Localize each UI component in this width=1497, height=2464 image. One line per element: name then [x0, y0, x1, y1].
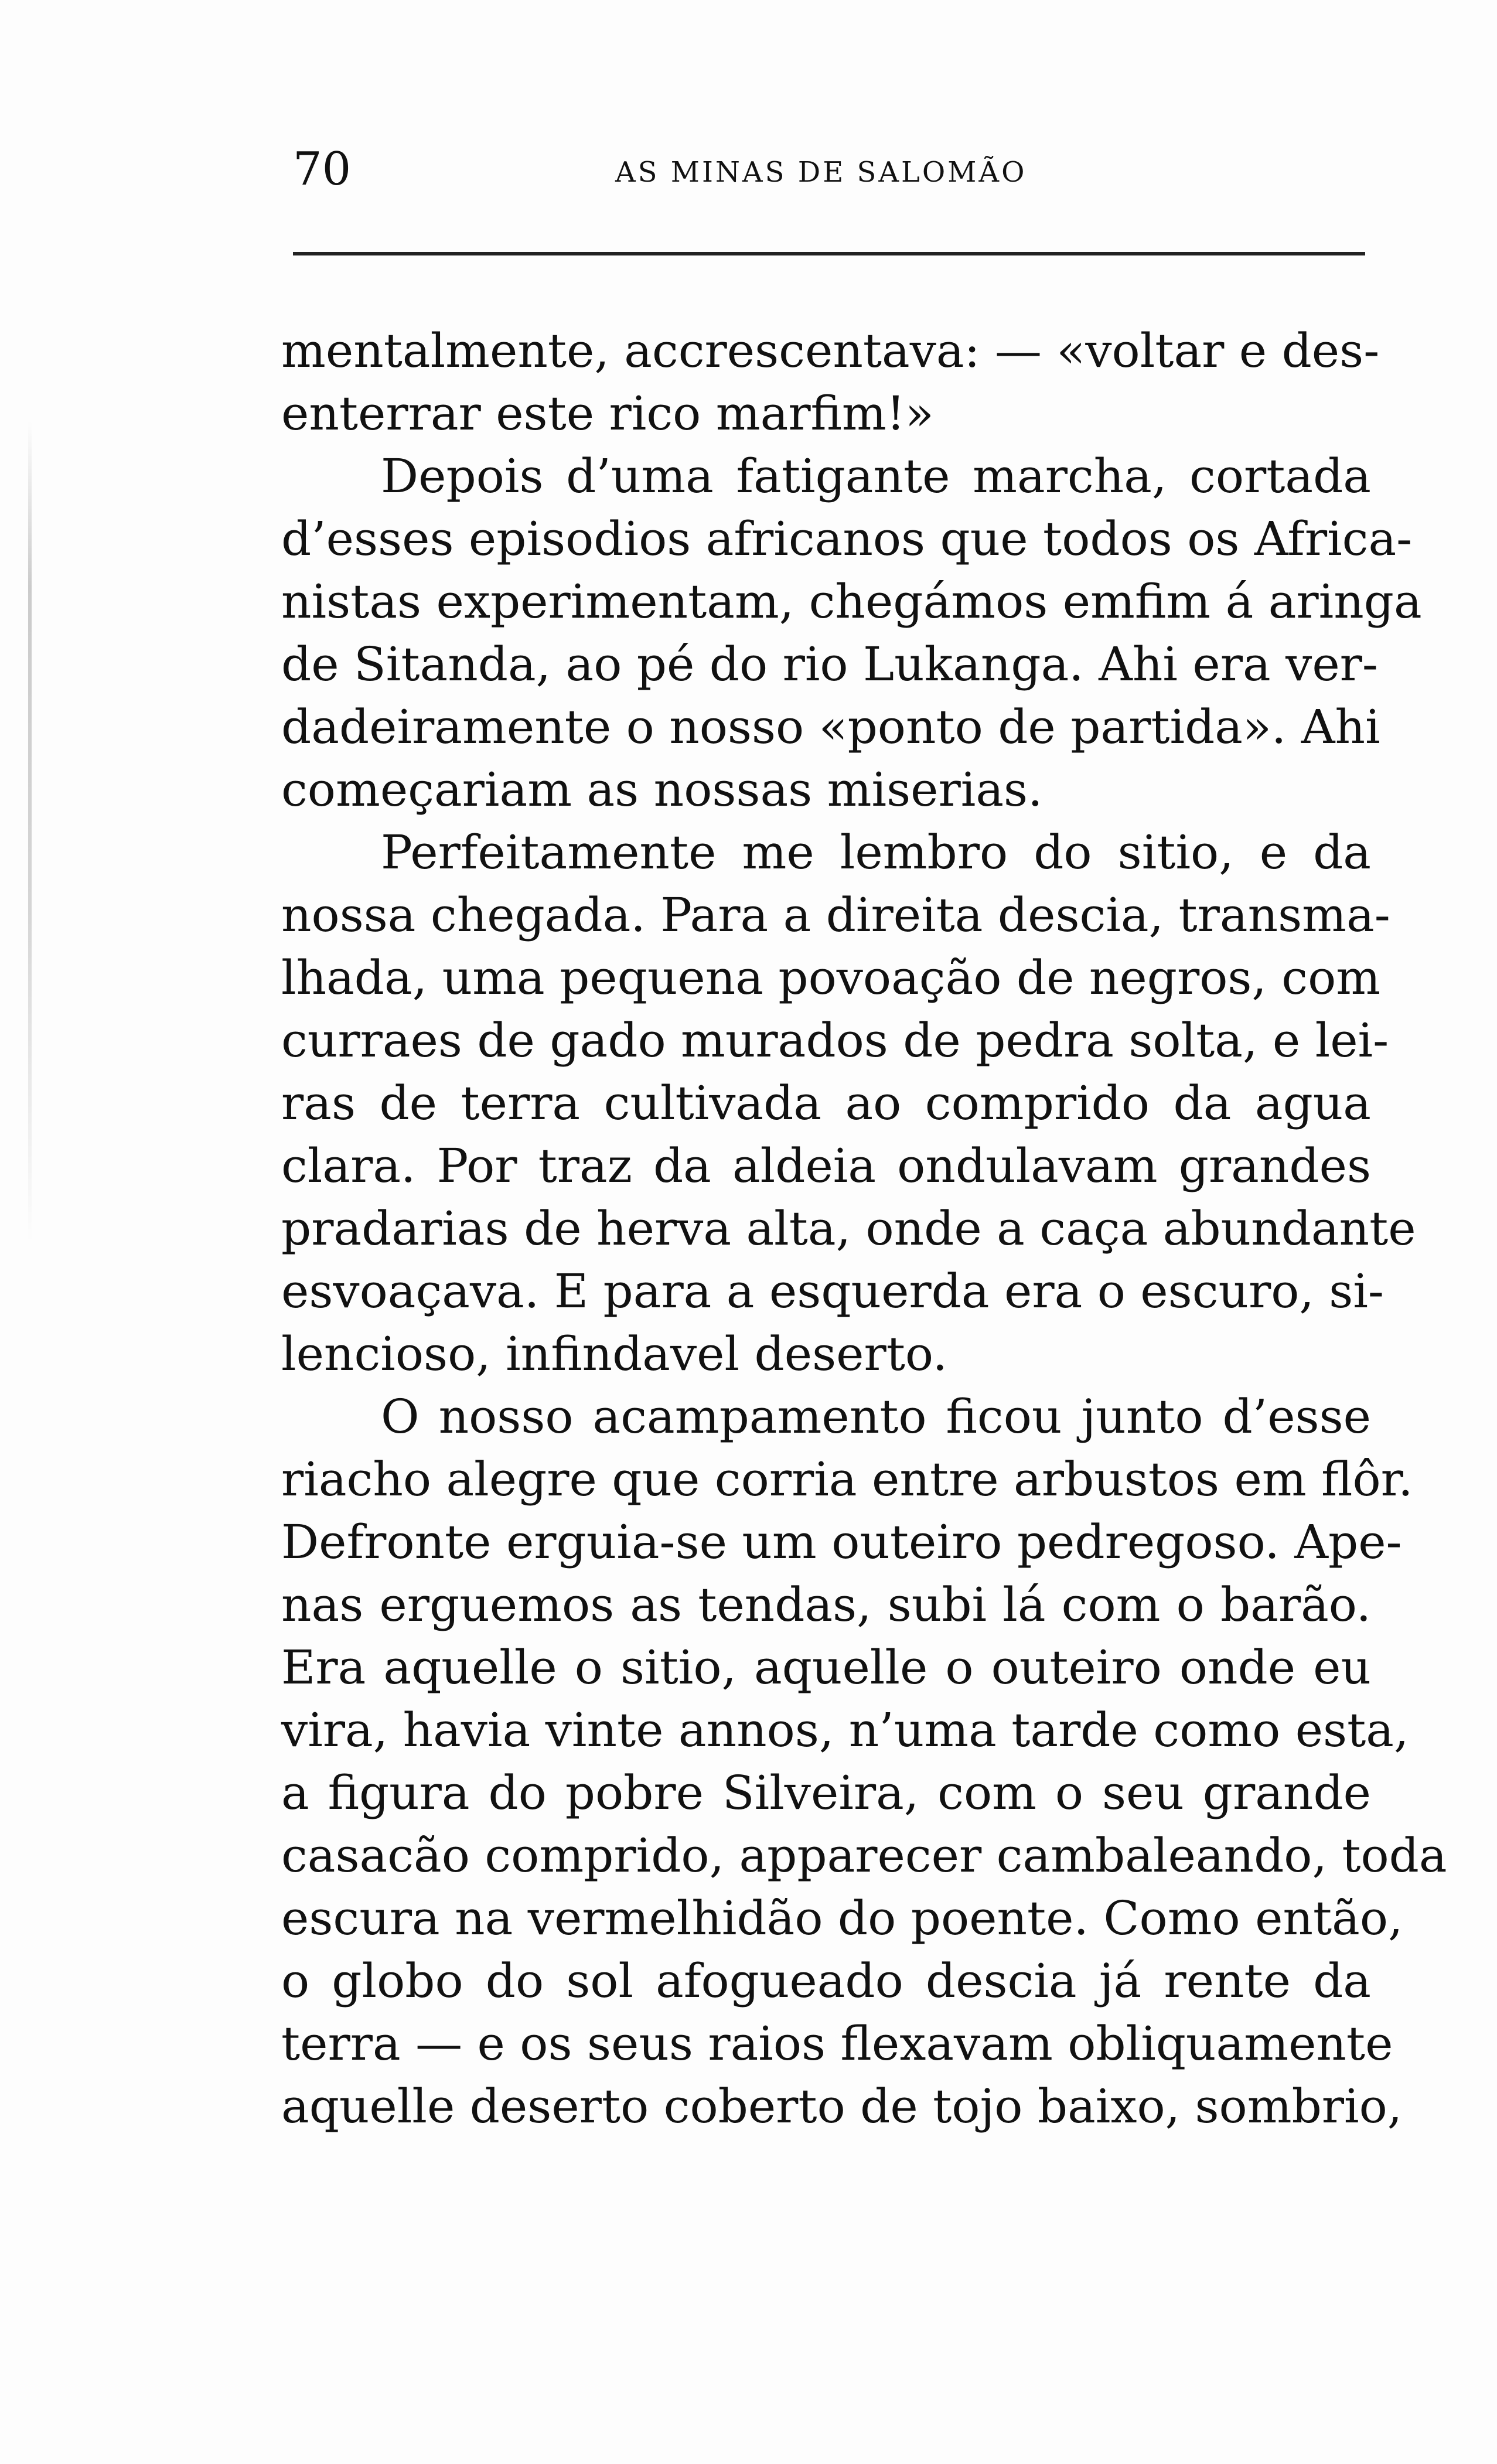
- text-line: Defronte erguia-se um outeiro pedregoso. Ape-: [281, 1515, 1402, 1569]
- text-line: lhada, uma pequena povoação de negros, com: [281, 950, 1381, 1005]
- text-line: casacão comprido, apparecer cambaleando, toda: [281, 1828, 1447, 1883]
- text-line: nistas experimentam, chegámos emfim á aringa: [281, 574, 1422, 629]
- text-line: o globo do sol afogueado descia já rente da: [281, 1954, 1371, 2008]
- header-rule: [293, 252, 1365, 255]
- text-line: nas erguemos as tendas, subi lá com o barão.: [281, 1577, 1371, 1632]
- page-number: 70: [293, 143, 352, 196]
- text-line: esvoaçava. E para a esquerda era o escuro, si-: [281, 1264, 1384, 1318]
- text-line: curraes de gado murados de pedra solta, e lei-: [281, 1013, 1389, 1068]
- text-line: Era aquelle o sitio, aquelle o outeiro onde eu: [281, 1640, 1371, 1695]
- text-line: nossa chegada. Para a direita descia, transma-: [281, 888, 1390, 942]
- text-line: Depois d’uma fatigante marcha, cortada: [381, 449, 1371, 503]
- body-text: [281, 319, 1447, 2138]
- text-line: dadeiramente o nosso «ponto de partida». Ahi: [281, 700, 1380, 754]
- text-line: vira, havia vinte annos, n’uma tarde como esta,: [281, 1703, 1409, 1757]
- text-line: a figura do pobre Silveira, com o seu grande: [281, 1766, 1371, 1820]
- text-line: de Sitanda, ao pé do rio Lukanga. Ahi era ver-: [281, 637, 1378, 691]
- text-line: lencioso, infindavel deserto.: [281, 1327, 948, 1381]
- text-line: enterrar este rico marfim!»: [281, 386, 934, 441]
- running-title: AS MINAS DE SALOMÃO: [615, 156, 1027, 189]
- text-line: ras de terra cultivada ao comprido da agua: [281, 1076, 1371, 1130]
- scan-edge-mark: [28, 422, 32, 1242]
- text-line: escura na vermelhidão do poente. Como então,: [281, 1891, 1403, 1945]
- text-line: d’esses episodios africanos que todos os Africa-: [281, 512, 1413, 566]
- text-line: clara. Por traz da aldeia ondulavam grandes: [281, 1139, 1371, 1193]
- text-line: começariam as nossas miserias.: [281, 762, 1043, 817]
- text-line: mentalmente, accrescentava: — «voltar e des-: [281, 323, 1380, 378]
- text-line: aquelle deserto coberto de tojo baixo, sombrio,: [281, 2079, 1403, 2134]
- text-line: riacho alegre que corria entre arbustos em flôr.: [281, 1452, 1413, 1507]
- text-line: terra — e os seus raios flexavam obliquamente: [281, 2016, 1393, 2071]
- text-line: Perfeitamente me lembro do sitio, e da: [381, 825, 1371, 880]
- text-line: pradarias de herva alta, onde a caça abundante: [281, 1201, 1416, 1256]
- text-line: O nosso acampamento ficou junto d’esse: [381, 1389, 1371, 1444]
